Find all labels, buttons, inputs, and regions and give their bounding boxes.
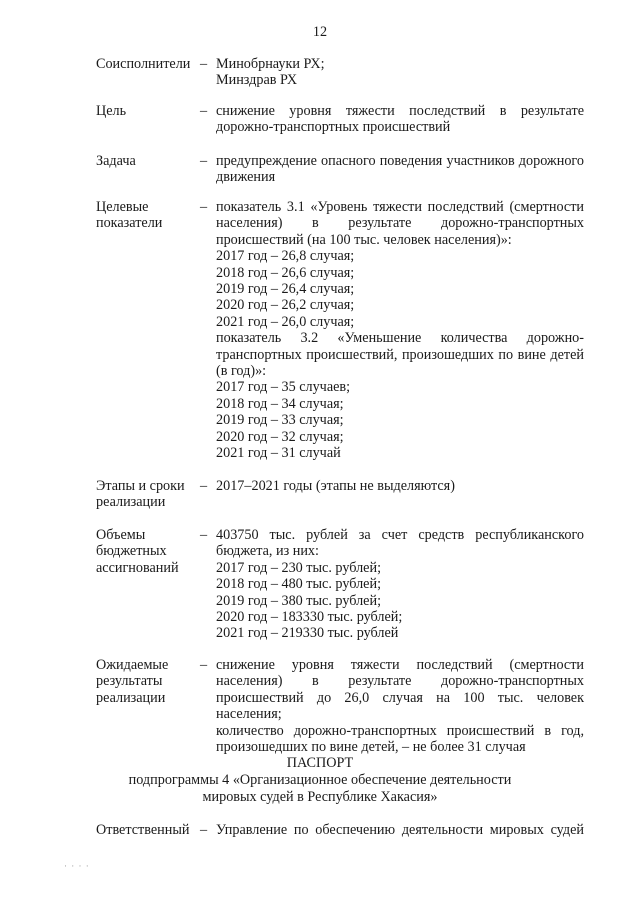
row-value: 403750 тыс. рублей за счет средств республиканского бюджета, из них: 2017 год – 230 тыс. рублей; 2018 год – 480 тыс. рублей; 2019 год – 380 тыс. рублей; 2020 год – 183330 тыс. рублей; 2021 год – 219330 тыс. рублей: [216, 527, 584, 642]
row-label: Этапы и сроки реализации: [96, 478, 185, 511]
row-label: Объемы бюджетных ассигнований: [96, 527, 179, 576]
row-label: Целевые показатели: [96, 199, 163, 232]
row-dash: –: [200, 56, 208, 72]
passport-subtitle-line1: подпрограммы 4 «Организационное обеспечение деятельности: [128, 772, 512, 788]
passport-title: ПАСПОРТ: [286, 755, 354, 771]
row-value: снижение уровня тяжести последствий (смертности населения) в результате дорожно-транспортных происшествий до 26,0 случая на 100 тыс. человек населения; количество дорожно-транспортных происшествий в год, произошедших по вине детей, – не более 31 случая: [216, 657, 584, 756]
row-label: Ответственный: [96, 822, 190, 838]
page-mark: · · · ·: [64, 861, 90, 871]
row-dash: –: [200, 153, 208, 169]
passport-subtitle-line2: мировых судей в Республике Хакасия»: [202, 789, 438, 805]
row-label: Соисполнители: [96, 56, 191, 72]
row-value: Управление по обеспечению деятельности мировых судей: [216, 822, 584, 838]
row-dash: –: [200, 199, 208, 215]
row-dash: –: [200, 657, 208, 673]
row-value: предупреждение опасного поведения участников дорожного движения: [216, 153, 584, 186]
row-label: Задача: [96, 153, 136, 169]
row-dash: –: [200, 527, 208, 543]
row-value: Минобрнауки РХ; Минздрав РХ: [216, 56, 325, 89]
row-dash: –: [200, 822, 208, 838]
row-value: показатель 3.1 «Уровень тяжести последствий (смертности населения) в результате дорожно-транспортных происшествий (на 100 тыс. человек населения)»: 2017 год – 26,8 случая; 2018 год – 26,6 случая; 2019 год – 26,4 случая; 2020 год – 26,2 случая; 2021 год – 26,0 случая; показатель 3.2 «Уменьшение количества дорожно- транспортных происшествий, произошедших по вине детей (в год)»: 2017 год – 35 случаев; 2018 год – 34 случая; 2019 год – 33 случая; 2020 год – 32 случая; 2021 год – 31 случай: [216, 199, 584, 462]
row-value: 2017–2021 годы (этапы не выделяются): [216, 478, 455, 494]
row-dash: –: [200, 478, 208, 494]
row-dash: –: [200, 103, 208, 119]
page-number: 12: [312, 24, 328, 40]
row-label: Ожидаемые результаты реализации: [96, 657, 169, 706]
row-label: Цель: [96, 103, 127, 119]
row-value: снижение уровня тяжести последствий в результате дорожно-транспортных происшествий: [216, 103, 584, 136]
